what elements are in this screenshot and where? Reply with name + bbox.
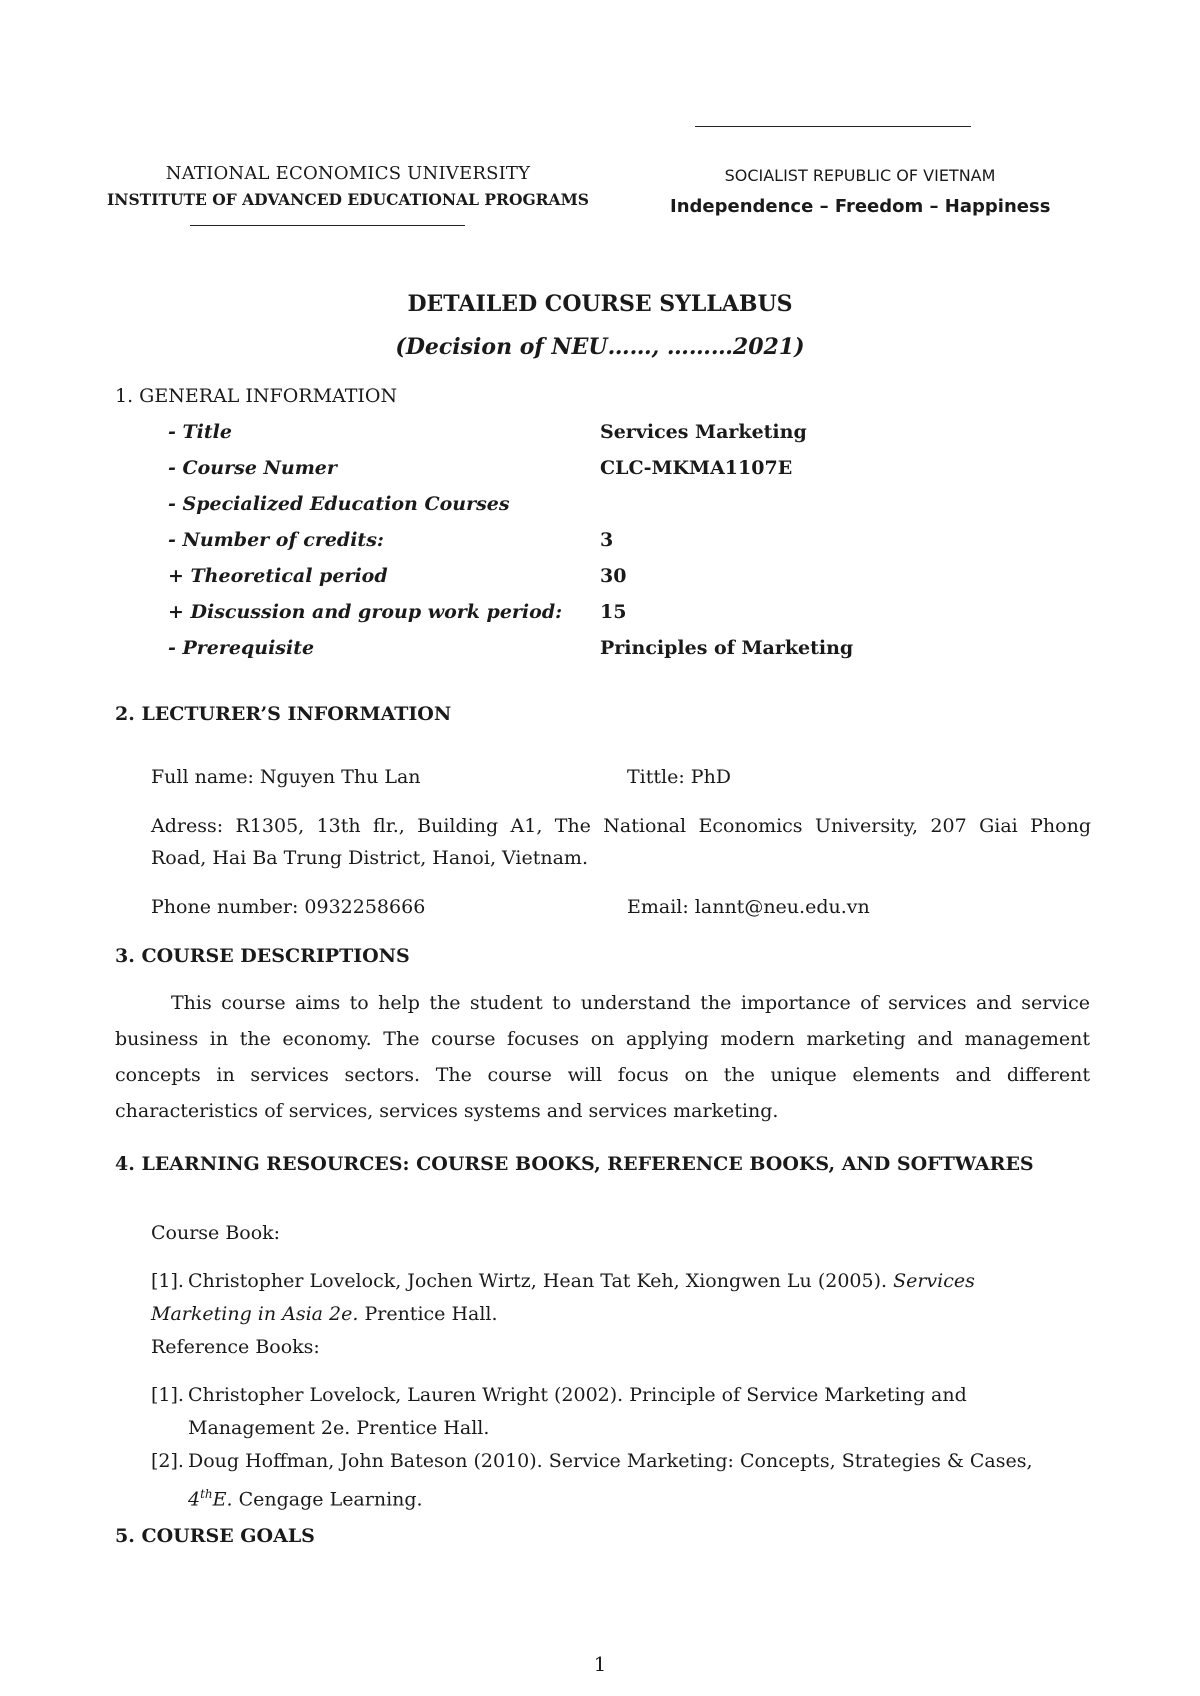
reference-line: Doug Hoffman, John Bateson (2010). Service Marketing: Concepts, Strategies & Cases,	[188, 1450, 1033, 1472]
top-right-rule	[695, 126, 971, 127]
document-title: DETAILED COURSE SYLLABUS	[407, 291, 793, 317]
section-heading-general: 1. GENERAL INFORMATION	[115, 385, 398, 407]
reference-number: [2].	[151, 1450, 184, 1472]
lecturer-email: Email: lannt@neu.edu.vn	[627, 896, 870, 918]
reference-item	[151, 1379, 1051, 1445]
reference-edition: 4	[188, 1488, 201, 1511]
lecturer-title: Tittle: PhD	[627, 766, 732, 788]
course-book-label: Course Book:	[151, 1222, 281, 1244]
info-value-credits: 3	[600, 529, 614, 551]
info-value-course-number: CLC-MKMA1107E	[600, 457, 793, 479]
info-label-discussion: + Discussion and group work period:	[168, 601, 563, 623]
reference-item	[151, 1445, 1051, 1516]
section-heading-lecturer: 2. LECTURER’S INFORMATION	[115, 703, 452, 725]
info-label-credits: - Number of credits:	[168, 529, 384, 551]
reference-number: [1].	[151, 1384, 184, 1406]
reference-line: Christopher Lovelock, Lauren Wright (2002). Principle of Service Marketing and	[188, 1384, 967, 1406]
reference-line: Management 2e. Prentice Hall.	[188, 1417, 490, 1439]
university-name: NATIONAL ECONOMICS UNIVERSITY	[165, 163, 531, 184]
info-label-prerequisite: - Prerequisite	[168, 637, 315, 659]
reference-publisher: Cengage Learning.	[232, 1488, 423, 1511]
lecturer-full-name: Full name: Nguyen Thu Lan	[151, 766, 421, 788]
country-name: SOCIALIST REPUBLIC OF VIETNAM	[724, 166, 996, 185]
institute-name: INSTITUTE OF ADVANCED EDUCATIONAL PROGRAMS	[107, 190, 589, 209]
lecturer-address-line1: Adress: R1305, 13th flr., Building A1, The National Economics University, 207 Giai Phong	[151, 815, 1091, 837]
national-motto: Independence – Freedom – Happiness	[670, 196, 1051, 217]
section-heading-goals: 5. COURSE GOALS	[115, 1525, 315, 1547]
lecturer-address-line2: Road, Hai Ba Trung District, Hanoi, Vietnam.	[151, 847, 588, 869]
info-value-title: Services Marketing	[600, 421, 807, 443]
reference-books-label: Reference Books:	[151, 1336, 320, 1358]
info-value-prerequisite: Principles of Marketing	[600, 637, 854, 659]
info-label-theoretical: + Theoretical period	[168, 565, 388, 587]
info-value-theoretical: 30	[600, 565, 627, 587]
page-number: 1	[593, 1652, 607, 1676]
section-heading-description: 3. COURSE DESCRIPTIONS	[115, 945, 410, 967]
info-value-discussion: 15	[600, 601, 627, 623]
info-label-course-number: - Course Numer	[168, 457, 337, 479]
course-book-number: [1].	[151, 1270, 184, 1292]
course-description-text: This course aims to help the student to understand the importance of services and service business in the economy. The course focuses on applying modern marketing and management concepts in services sectors. The course will focus on the unique elements and different characteristics of services, services systems and services marketing.	[115, 992, 1090, 1122]
institute-underline	[190, 225, 465, 226]
section-heading-resources: 4. LEARNING RESOURCES: COURSE BOOKS, REFERENCE BOOKS, AND SOFTWARES	[115, 1153, 1034, 1175]
course-book-title: Services Marketing in Asia 2e.	[151, 1270, 975, 1325]
reference-edition-suffix: th	[200, 1487, 213, 1501]
info-label-specialized: - Specialized Education Courses	[168, 493, 510, 515]
course-book-authors: Christopher Lovelock, Jochen Wirtz, Hean Tat Keh, Xiongwen Lu (2005).	[188, 1270, 894, 1292]
course-book-item	[151, 1265, 1051, 1331]
decision-line: (Decision of NEU……, ………2021)	[395, 334, 805, 360]
course-book-publisher: Prentice Hall.	[358, 1303, 498, 1325]
lecturer-phone: Phone number: 0932258666	[151, 896, 426, 918]
info-label-title: - Title	[168, 421, 232, 443]
reference-edition-letter: E.	[212, 1488, 233, 1511]
